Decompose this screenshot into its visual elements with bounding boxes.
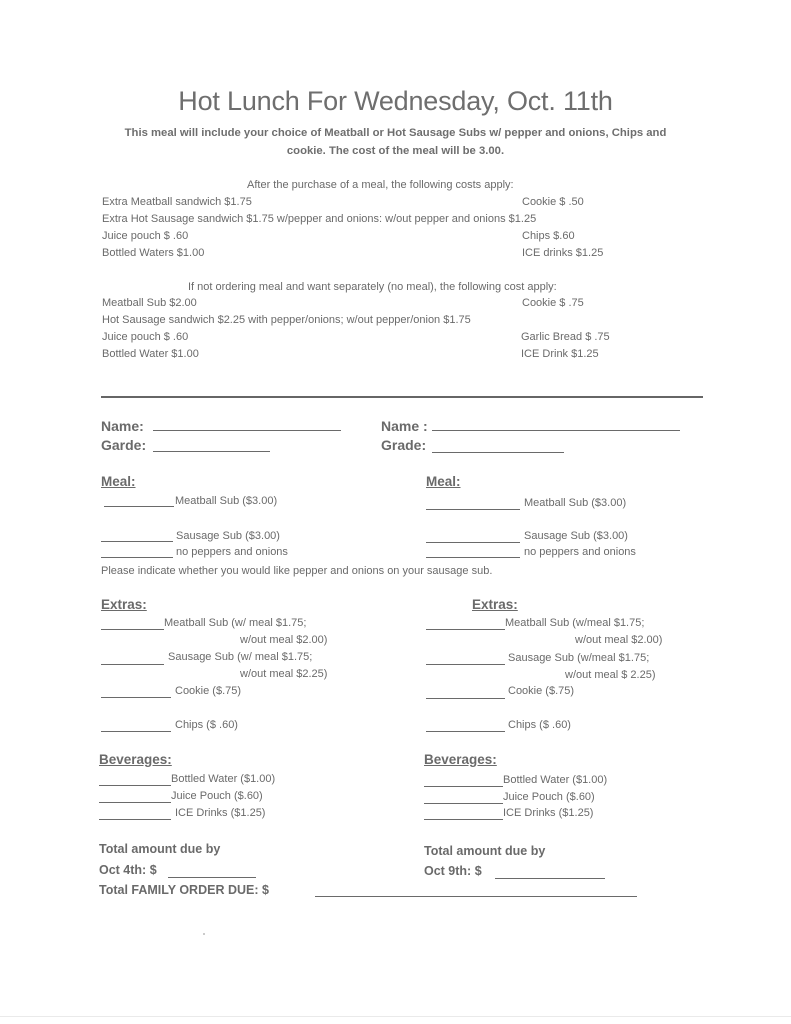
meal-item-left: no peppers and onions	[176, 546, 288, 558]
grade-field-right[interactable]	[432, 452, 564, 453]
page-edge	[0, 1016, 791, 1017]
total-due-label-right: Oct 9th: $	[424, 864, 482, 878]
no-meal-heading: If not ordering meal and want separately (no meal), the following cost apply:	[188, 281, 557, 293]
meal-item-right: no peppers and onions	[524, 546, 636, 558]
extras-field-meatball-right[interactable]	[426, 629, 505, 630]
extras-field-sausage-left[interactable]	[101, 664, 164, 665]
with-meal-heading: After the purchase of a meal, the following costs apply:	[247, 179, 514, 191]
beverage-field-ice-right[interactable]	[424, 819, 503, 820]
meal-field-sausage-left[interactable]	[101, 541, 173, 542]
extras-item-right-cont: w/out meal $2.00)	[575, 634, 663, 646]
extras-item-right: Sausage Sub (w/meal $1.75;	[508, 652, 650, 664]
with-meal-item-right: Cookie $ .50	[522, 196, 584, 208]
beverage-field-water-left[interactable]	[99, 785, 171, 786]
meal-item-right: Meatball Sub ($3.00)	[524, 497, 627, 509]
beverage-field-ice-left[interactable]	[99, 819, 171, 820]
meal-item-left: Sausage Sub ($3.00)	[176, 530, 280, 542]
extras-item-left: Meatball Sub (w/ meal $1.75;	[164, 617, 307, 629]
family-total-label: Total FAMILY ORDER DUE: $	[99, 883, 269, 897]
with-meal-item: Extra Hot Sausage sandwich $1.75 w/pepper and onions: w/out pepper and onions $1.25	[102, 213, 537, 225]
extras-field-cookie-left[interactable]	[101, 697, 171, 698]
meal-field-no-peppers-left[interactable]	[101, 557, 173, 558]
with-meal-item-right: ICE drinks $1.25	[522, 247, 604, 259]
name-field-right[interactable]	[432, 430, 680, 431]
beverage-field-juice-left[interactable]	[99, 802, 171, 803]
extras-item-left: Cookie ($.75)	[175, 685, 242, 697]
total-due-field-left[interactable]	[168, 877, 256, 878]
total-due-field-right[interactable]	[495, 878, 605, 879]
beverage-item-left: Bottled Water ($1.00)	[171, 773, 276, 785]
beverage-field-water-right[interactable]	[424, 786, 503, 787]
extras-heading-left: Extras:	[101, 597, 147, 612]
total-label-right: Total amount due by	[424, 844, 546, 858]
extras-field-meatball-left[interactable]	[101, 629, 164, 630]
no-meal-item-right: ICE Drink $1.25	[521, 348, 599, 360]
meal-heading-left: Meal:	[101, 474, 136, 489]
extras-item-right-cont: w/out meal $ 2.25)	[565, 669, 656, 681]
total-label-left: Total amount due by	[99, 842, 221, 856]
extras-item-left: Chips ($ .60)	[175, 719, 238, 731]
extras-item-left-cont: w/out meal $2.00)	[240, 634, 328, 646]
no-meal-item-right: Garlic Bread $ .75	[521, 331, 610, 343]
grade-label-left: Garde:	[101, 437, 147, 453]
beverages-heading-right: Beverages:	[424, 752, 497, 767]
meal-field-no-peppers-right[interactable]	[426, 557, 520, 558]
no-meal-item: Bottled Water $1.00	[102, 348, 199, 360]
meal-field-meatball-left[interactable]	[104, 506, 174, 507]
extras-heading-right: Extras:	[472, 597, 518, 612]
total-due-label-left: Oct 4th: $	[99, 863, 157, 877]
with-meal-item-right: Chips $.60	[522, 230, 575, 242]
beverage-item-left: Juice Pouch ($.60)	[171, 790, 263, 802]
intro-line-1: This meal will include your choice of Meatball or Hot Sausage Subs w/ pepper and onions, Chips and	[124, 127, 667, 139]
family-total-field[interactable]	[315, 896, 637, 897]
no-meal-item: Meatball Sub $2.00	[102, 297, 197, 309]
name-field-left[interactable]	[153, 430, 341, 431]
extras-field-chips-right[interactable]	[426, 731, 505, 732]
beverage-item-left: ICE Drinks ($1.25)	[175, 807, 266, 819]
meal-item-right: Sausage Sub ($3.00)	[524, 530, 628, 542]
scan-speck	[203, 933, 205, 935]
extras-item-left-cont: w/out meal $2.25)	[240, 668, 328, 680]
pepper-note: Please indicate whether you would like pepper and onions on your sausage sub.	[101, 565, 493, 577]
with-meal-item: Bottled Waters $1.00	[102, 247, 205, 259]
name-label-right: Name :	[381, 418, 428, 434]
extras-field-cookie-right[interactable]	[426, 698, 505, 699]
meal-item-left: Meatball Sub ($3.00)	[175, 495, 278, 507]
grade-label-right: Grade:	[381, 437, 427, 453]
name-label-left: Name:	[101, 418, 144, 434]
beverage-item-right: Bottled Water ($1.00)	[503, 774, 608, 786]
meal-field-meatball-right[interactable]	[426, 509, 520, 510]
meal-heading-right: Meal:	[426, 474, 461, 489]
extras-field-chips-left[interactable]	[101, 731, 171, 732]
no-meal-item: Hot Sausage sandwich $2.25 with pepper/onions; w/out pepper/onion $1.75	[102, 314, 471, 326]
extras-field-sausage-right[interactable]	[426, 664, 505, 665]
page-title: Hot Lunch For Wednesday, Oct. 11th	[178, 86, 613, 116]
section-divider	[101, 396, 703, 398]
beverage-item-right: Juice Pouch ($.60)	[503, 791, 595, 803]
extras-item-left: Sausage Sub (w/ meal $1.75;	[168, 651, 313, 663]
meal-field-sausage-right[interactable]	[426, 542, 520, 543]
beverage-field-juice-right[interactable]	[424, 803, 503, 804]
extras-item-right: Meatball Sub (w/meal $1.75;	[505, 617, 645, 629]
beverage-item-right: ICE Drinks ($1.25)	[503, 807, 594, 819]
no-meal-item: Juice pouch $ .60	[102, 331, 189, 343]
beverages-heading-left: Beverages:	[99, 752, 172, 767]
extras-item-right: Cookie ($.75)	[508, 685, 575, 697]
grade-field-left[interactable]	[153, 451, 270, 452]
with-meal-item: Juice pouch $ .60	[102, 230, 189, 242]
extras-item-right: Chips ($ .60)	[508, 719, 571, 731]
with-meal-item: Extra Meatball sandwich $1.75	[102, 196, 252, 208]
intro-line-2: cookie. The cost of the meal will be 3.00.	[286, 145, 505, 157]
no-meal-item-right: Cookie $ .75	[522, 297, 584, 309]
